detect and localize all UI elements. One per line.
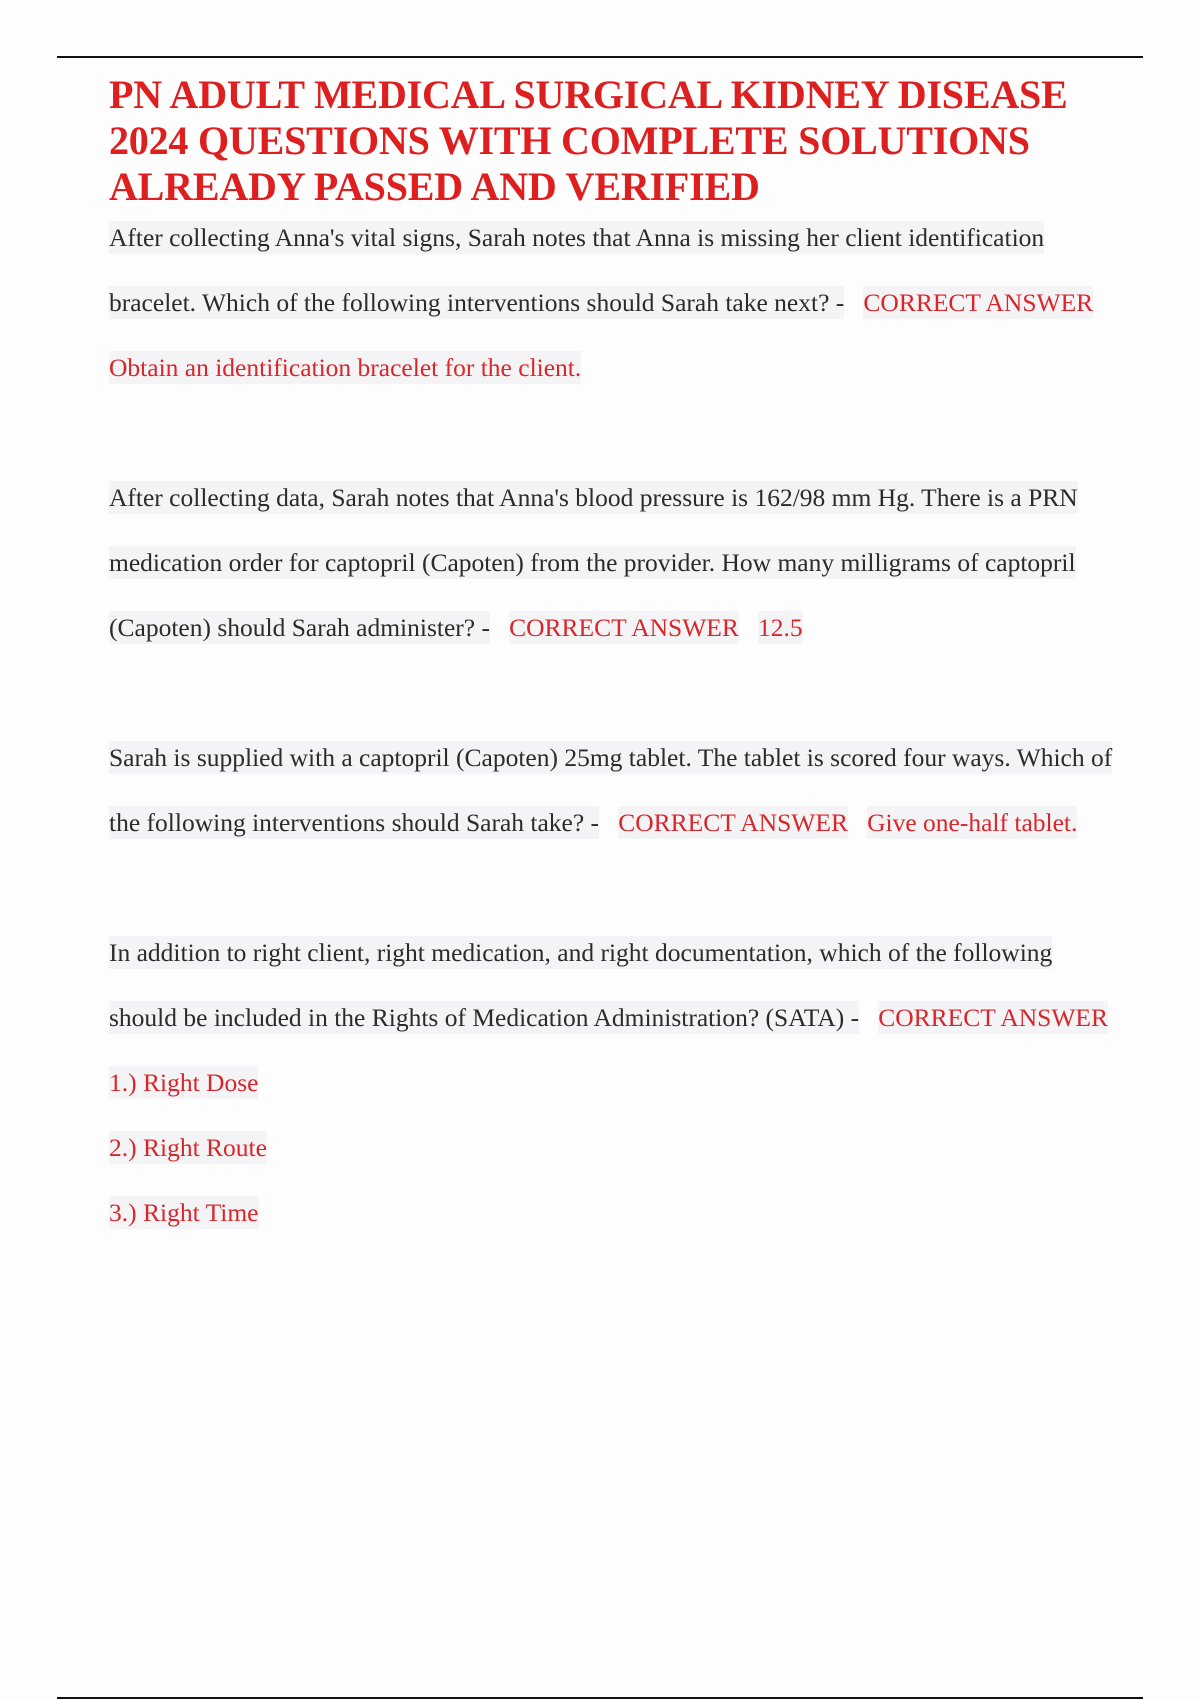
answer-text: 2.) Right Route <box>109 1133 267 1162</box>
qa-item-1 <box>109 205 1124 400</box>
answer-text: 3.) Right Time <box>109 1198 259 1227</box>
qa-item-2 <box>109 465 1124 660</box>
answer-text: 1.) Right Dose <box>109 1068 259 1097</box>
question-text: After collecting data, Sarah notes that Anna's blood pressure is 162/98 mm Hg. There is a PRN medication order for captopril (Capoten) from the provider. How many milligrams of captopril (Capoten) should Sarah administer? - <box>109 483 1078 642</box>
question-text: In addition to right client, right medication, and right documentation, which of the following should be included in the Rights of Medication Administration? (SATA) - <box>109 938 1053 1032</box>
document-title: PN ADULT MEDICAL SURGICAL KIDNEY DISEASE 2024 QUESTIONS WITH COMPLETE SOLUTIONS ALREADY PASSED AND VERIFIED <box>109 72 1068 209</box>
document-content <box>109 72 1124 1245</box>
question-text: After collecting Anna's vital signs, Sarah notes that Anna is missing her client identification bracelet. Which of the following interventions should Sarah take next? - <box>109 223 1045 317</box>
answer-label: CORRECT ANSWER <box>618 808 848 837</box>
top-rule <box>57 56 1143 58</box>
answer-text: 12.5 <box>758 613 803 642</box>
answer-text: Obtain an identification bracelet for the client. <box>109 353 582 382</box>
answer-label: CORRECT ANSWER <box>878 1003 1109 1032</box>
bottom-rule <box>57 1697 1143 1699</box>
answer-text: Give one-half tablet. <box>867 808 1078 837</box>
qa-item-4 <box>109 920 1124 1245</box>
qa-item-3 <box>109 725 1124 855</box>
question-text: Sarah is supplied with a captopril (Capoten) 25mg tablet. The tablet is scored four ways. Which of the following interventions should Sarah take? - <box>109 743 1113 837</box>
answer-label: CORRECT ANSWER <box>509 613 739 642</box>
answer-label: CORRECT ANSWER <box>863 288 1094 317</box>
